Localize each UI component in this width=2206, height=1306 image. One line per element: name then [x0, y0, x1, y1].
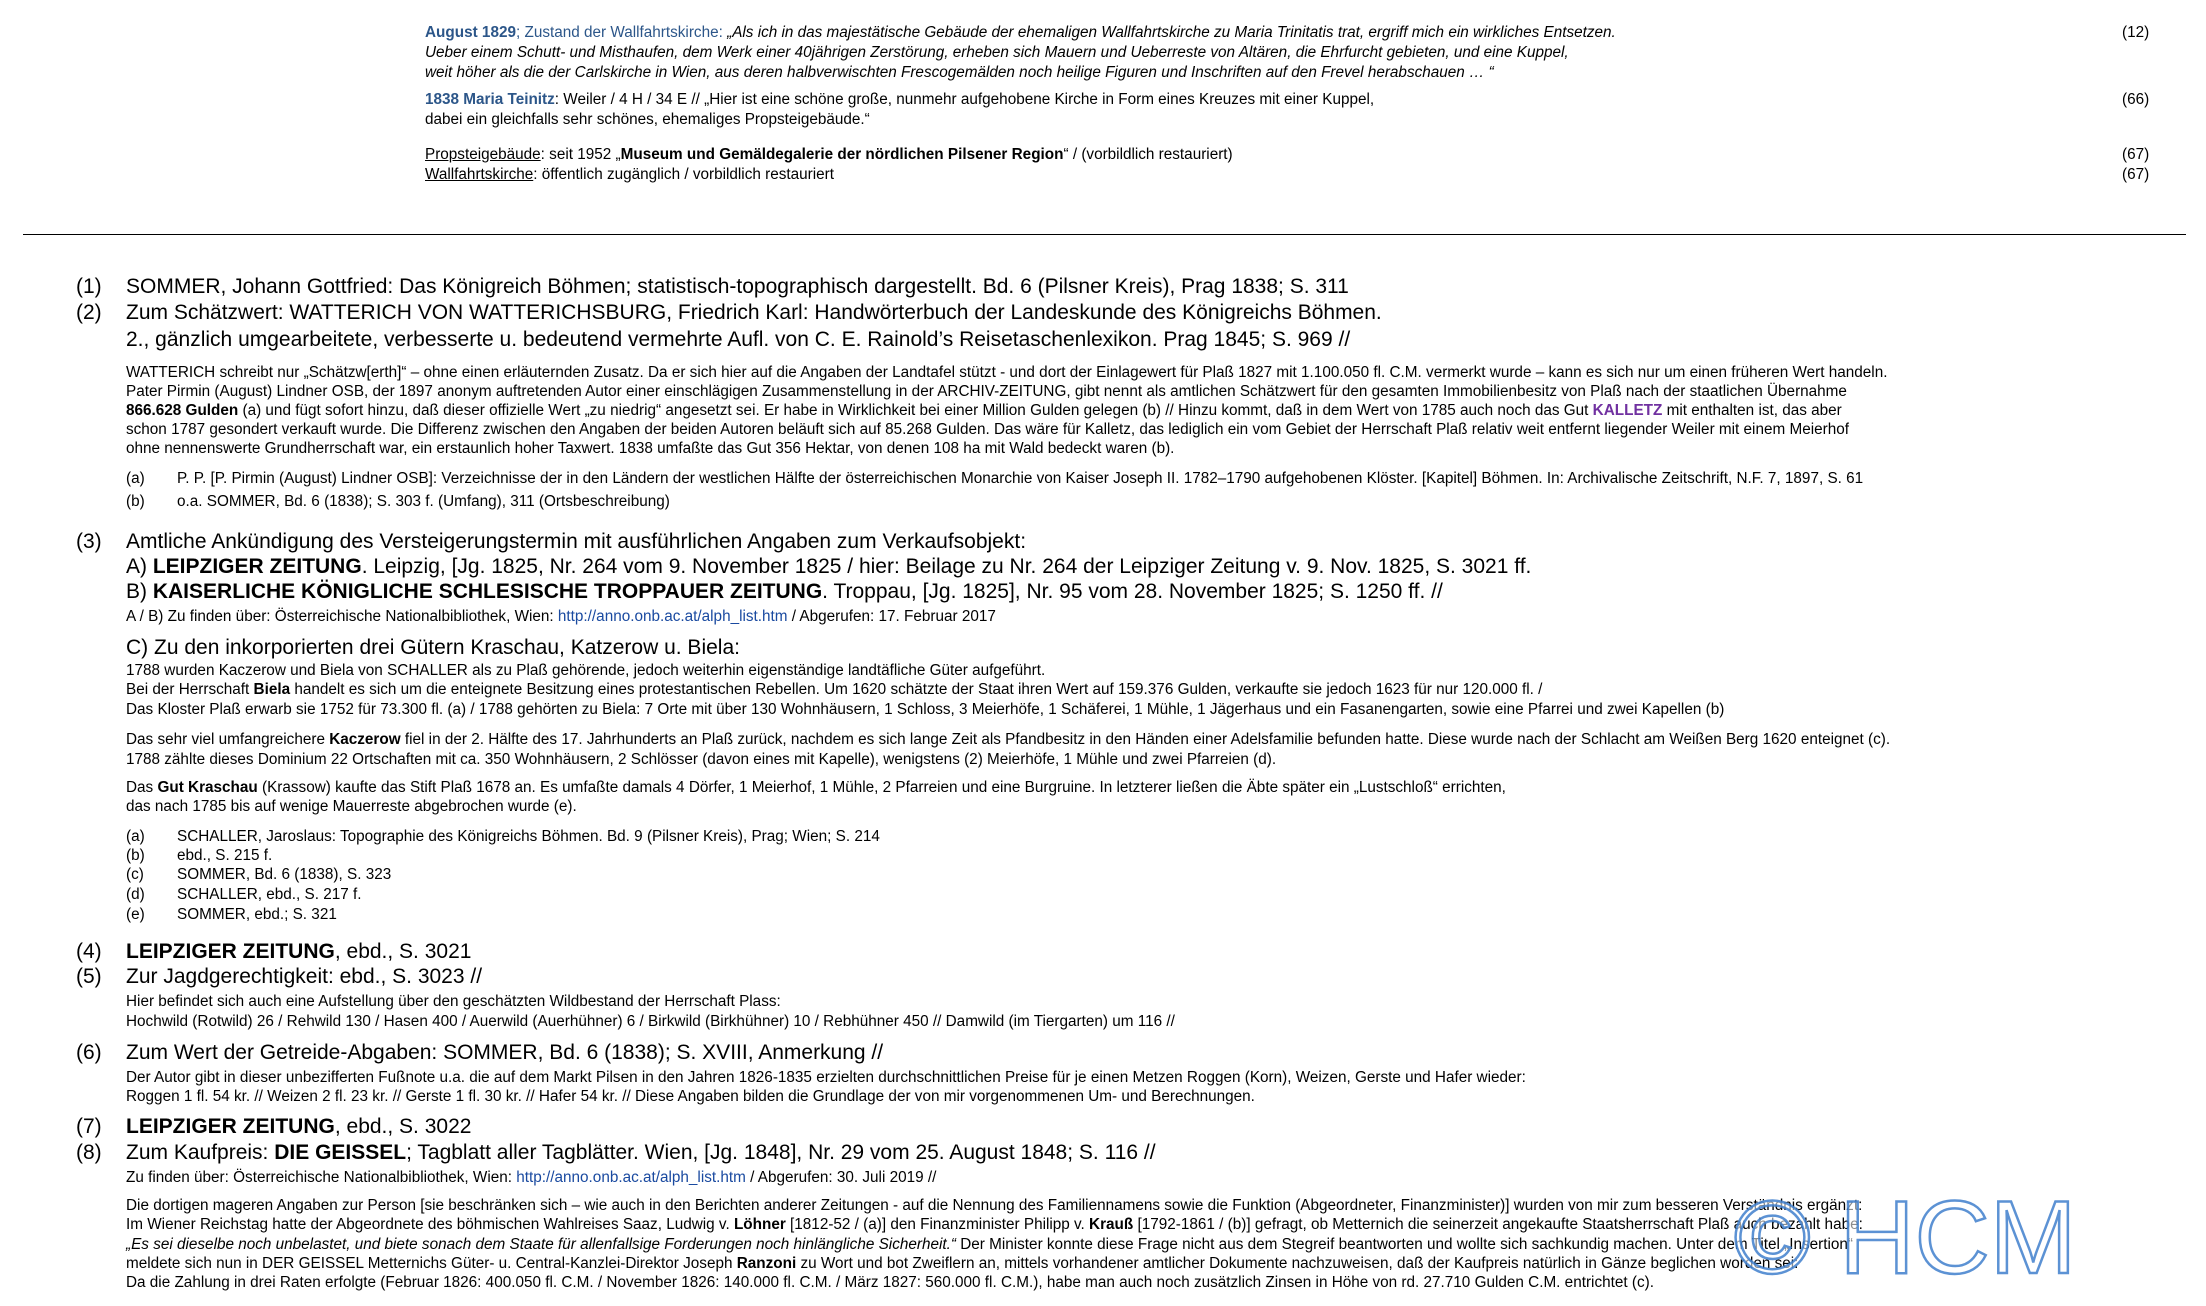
ref-key: (a) — [126, 828, 145, 845]
note-text: [1812-52 / (a)] den Finanzminister Philipp v. — [785, 1216, 1090, 1233]
source-text: . Troppau, [Jg. 1825], Nr. 95 vom 28. November 1825; S. 1250 ff. // — [822, 580, 1443, 603]
quote-text: „Es sei dieselbe noch unbelastet, und biete sonach dem Staate für allenfallsige Forderungen noch hinlängliche Sicherheit.“ — [126, 1236, 956, 1253]
source-text: ; Tagblatt aller Tagblätter. Wien, [Jg. 1848], Nr. 29 vom 25. August 1848; S. 116 // — [406, 1141, 1156, 1164]
status-kirche — [425, 165, 834, 185]
footnote-text: SOMMER, Johann Gottfried: Das Königreich Böhmen; statistisch-topographisch dargestellt. Bd. 6 (Pilsner Kreis), Prag 1838; S. 311 — [126, 275, 1349, 298]
note-line — [126, 778, 1506, 797]
ref-text: SOMMER, Bd. 6 (1838), S. 323 — [177, 866, 392, 883]
newspaper-title: LEIPZIGER ZEITUNG — [126, 940, 335, 963]
note-line — [126, 730, 1890, 749]
page-reference: (66) — [2122, 91, 2150, 108]
footnote-text: Amtliche Ankündigung des Versteigerungstermin mit ausführlichen Angaben zum Verkaufsobjekt: — [126, 530, 1027, 553]
footnote-text: Zur Jagdgerechtigkeit: ebd., S. 3023 // — [126, 965, 483, 988]
note-text: Das — [126, 779, 158, 796]
entry-1829-line-1 — [425, 23, 1616, 43]
note-text: mit enthalten ist, das aber — [1662, 402, 1842, 419]
note-line: schon 1787 gesondert verkauft wurde. Die Differenz zwischen den Angaben der beiden Autoren beläuft sich auf 85.268 Gulden. Das wäre für Kalletz, das lediglich ein vom Gebiet der Herrschaft Plaß relativ weit entfernt liegender Weiler mit einem Meierhof — [126, 421, 1849, 438]
footnote-number: (3) — [76, 530, 102, 553]
status-text: : seit 1952 „ — [540, 146, 621, 163]
newspaper-title: DIE GEISSEL — [274, 1141, 407, 1164]
entry-1829-line-2: Ueber einem Schutt- und Misthaufen, dem Werk einer 40jährigen Zerstörung, erheben sich Mauern und Ueberreste von Altären, die Ehrfurcht gebieten, und eine Kuppel, — [425, 44, 1569, 61]
ref-text: o.a. SOMMER, Bd. 6 (1838); S. 303 f. (Umfang), 311 (Ortsbeschreibung) — [177, 493, 670, 510]
note-text: fiel in der 2. Hälfte des 17. Jahrhunderts an Plaß zurück, nachdem es sich lange Zeit als Pfandbesitz in den Händen einer Adelsfamilie befunden hatte. Diese wurde nach der Schlacht am Weißen Berg 1620 enteignet (c). — [400, 731, 1891, 748]
source-availability — [126, 1168, 936, 1187]
note-text: Der Minister konnte diese Frage nicht aus dem Stegreif beantworten und wollte sich sachkundig machen. Unter dem Titel „Insertion“ — [955, 1236, 1853, 1253]
source-prefix: B) — [126, 580, 153, 603]
footnote-separator — [23, 234, 2186, 235]
note-line: Das Kloster Plaß erwarb sie 1752 für 73.300 fl. (a) / 1788 gehörten zu Biela: 7 Orte mit über 130 Wohnhäusern, 1 Schloss, 3 Meierhöfe, 1 Schäferei, 1 Mühle, 1 Jägerhaus und ein Fasanengarten, sowie eine Pfarrei und zwei Kapellen (b) — [126, 701, 1725, 718]
note-line — [126, 1254, 1798, 1273]
note-line: 1788 zählte dieses Dominium 22 Ortschaften mit ca. 350 Wohnhäusern, 2 Schlösser (davon eines mit Kapelle), wenigstens (2) Meierhöfe, 1 Mühle und zwei Pfarreien (d). — [126, 751, 1277, 768]
footnote-number: (2) — [76, 301, 102, 324]
footnote-number: (1) — [76, 275, 102, 298]
ref-text: SOMMER, ebd.; S. 321 — [177, 906, 337, 923]
footnote-number: (4) — [76, 940, 102, 963]
note-line: Der Autor gibt in dieser unbezifferten Fußnote u.a. die auf dem Markt Pilsen in den Jahren 1826-1835 erzielten durchschnittlichen Preise für je einen Metzen Roggen (Korn), Weizen, Gerste und Hafer wieder: — [126, 1069, 1526, 1086]
footnote-text: Zum Wert der Getreide-Abgaben: SOMMER, Bd. 6 (1838); S. XVIII, Anmerkung // — [126, 1041, 884, 1064]
page-reference: (12) — [2122, 24, 2150, 41]
place-name-highlight: Gut Kraschau — [157, 779, 258, 796]
section-c-heading: C) Zu den inkorporierten drei Gütern Kraschau, Katzerow u. Biela: — [126, 636, 740, 659]
status-label: Wallfahrtskirche — [425, 166, 534, 183]
footnote-number: (6) — [76, 1041, 102, 1064]
source-prefix: A) — [126, 555, 153, 578]
source-availability — [126, 607, 996, 626]
source-text: . Leipzig, [Jg. 1825, Nr. 264 vom 9. November 1825 / hier: Beilage zu Nr. 264 der Leipziger Zeitung v. 9. Nov. 1825, S. 3021 ff. — [361, 555, 1532, 578]
copyright-watermark — [1728, 1170, 2088, 1296]
note-line: Die dortigen mageren Angaben zur Person [sie beschränken sich – wie auch in den Berichten anderer Zeitungen - auf die Nennung des Familiennamens sowie die Funktion (Abgeordneter, Finanzminister)] wurden von mir zum besseren Verständnis ergänzt: — [126, 1197, 1863, 1214]
place-name-highlight: Biela — [253, 681, 291, 698]
note-text: / Abgerufen: 30. Juli 2019 // — [745, 1169, 937, 1186]
note-line: ohne nennenswerte Grundherrschaft war, ein erstaunlich hoher Taxwert. 1838 umfaßte das Gut 356 Hektar, von denen 108 ha mit Wald bedeckt waren (b). — [126, 440, 1175, 457]
ref-key: (e) — [126, 906, 145, 923]
source-text: , ebd., S. 3021 — [334, 940, 472, 963]
note-text: zu Wort und bot Zweiflern an, mittels vorhandener amtlicher Dokumente nachzuweisen, daß der Kaufpreis natürlich in Gänze beglichen worden sei: — [796, 1255, 1799, 1272]
status-label: Propsteigebäude — [425, 146, 541, 163]
note-text: Das sehr viel umfangreichere — [126, 731, 330, 748]
source-text: , ebd., S. 3022 — [334, 1115, 472, 1138]
footnote-text: 2., gänzlich umgearbeitete, verbesserte u. bedeutend vermehrte Aufl. von C. E. Rainold’s Reisetaschenlexikon. Prag 1845; S. 969 // — [126, 328, 1351, 351]
ref-key: (b) — [126, 847, 145, 864]
note-text: (Krassow) kaufte das Stift Plaß 1678 an. Es umfaßte damals 4 Dörfer, 1 Meierhof, 1 Mühle, 2 Pfarreien und eine Burgruine. In letzterer ließen die Äbte später ein „Lustschloß“ errichten, — [257, 779, 1506, 796]
entry-place: 1838 Maria Teinitz — [425, 91, 555, 108]
note-line: Roggen 1 fl. 54 kr. // Weizen 2 fl. 23 kr. // Gerste 1 fl. 30 kr. // Hafer 54 kr. // Diese Angaben bilden die Grundlage der von mir vorgenommenen Um- und Berechnungen. — [126, 1088, 1255, 1105]
note-line — [126, 1215, 1863, 1234]
ref-key: (b) — [126, 493, 145, 510]
source-a — [126, 554, 1531, 580]
source-b — [126, 579, 1443, 605]
note-line: 1788 wurden Kaczerow und Biela von SCHALLER als zu Plaß gehörende, jedoch weiterhin eigenständige landtäfliche Güter aufgeführt. — [126, 662, 1046, 679]
person-name: Krauß — [1089, 1216, 1134, 1233]
person-name: Ranzoni — [736, 1255, 797, 1272]
note-line: Pater Pirmin (August) Lindner OSB, der 1897 anonym auftretenden Autor einer einschlägigen Zusammenstellung in der ARCHIV-ZEITUNG, gibt nennt als amtlichen Schätzwert für den gesamten Immobilienbesitz von Plaß nach der staatlichen Übernahme — [126, 383, 1847, 400]
status-text: “ / (vorbildlich restauriert) — [1063, 146, 1233, 163]
entry-1838-line-1 — [425, 90, 1374, 110]
note-line — [126, 680, 1542, 699]
entry-date: August 1829 — [425, 24, 516, 41]
newspaper-title: KAISERLICHE KÖNIGLICHE SCHLESISCHE TROPPAUER ZEITUNG — [152, 580, 823, 603]
place-name-highlight: KALLETZ — [1592, 402, 1663, 419]
ref-key: (a) — [126, 470, 145, 487]
note-line — [126, 1235, 1853, 1254]
note-line: das nach 1785 bis auf wenige Mauerreste abgebrochen wurde (e). — [126, 798, 577, 815]
entry-1829-line-3: weit höher als die der Carlskirche in Wien, aus deren halbverwischten Frescogemälden noch heilige Figuren und Inschriften auf den Frevel herabschauen … “ — [425, 64, 1494, 81]
footnote-text — [126, 939, 471, 965]
page-reference: (67) — [2122, 146, 2150, 163]
ref-text: SCHALLER, Jaroslaus: Topographie des Königreichs Böhmen. Bd. 9 (Pilsner Kreis), Prag; Wien; S. 214 — [177, 828, 880, 845]
footnote-number: (7) — [76, 1115, 102, 1138]
status-text: : öffentlich zugänglich / vorbildlich restauriert — [533, 166, 834, 183]
footnote-number: (8) — [76, 1141, 102, 1164]
footnote-text — [126, 1140, 1156, 1166]
ref-text: P. P. [P. Pirmin (August) Lindner OSB]: Verzeichnisse der in den Ländern der westlichen Hälfte der österreichischen Monarchie von Kaiser Joseph II. 1782–1790 aufgehobenen Klöster. [Kapitel] Böhmen. In: Archivalische Zeitschrift, N.F. 7, 1897, S. 61 — [177, 470, 1864, 487]
ref-text: SCHALLER, ebd., S. 217 f. — [177, 886, 362, 903]
note-text: A / B) Zu finden über: Österreichische Nationalbibliothek, Wien: — [126, 608, 558, 625]
status-propstei — [425, 145, 1233, 165]
newspaper-title: LEIPZIGER ZEITUNG — [152, 555, 362, 578]
note-text: handelt es sich um die enteignete Besitzung eines protestantischen Rebellen. Um 1620 schätzte der Staat ihren Wert auf 159.376 Gulden, verkaufte sie jedoch 1623 für nur 120.000 fl. / — [290, 681, 1543, 698]
quote-text: „Als ich in das majestätische Gebäude der ehemaligen Wallfahrtskirche zu Maria Trinitatis trat, ergriff mich ein wirkliches Entsetzen. — [727, 24, 1616, 41]
source-text: Zum Kaufpreis: — [126, 1141, 275, 1164]
note-text: (a) und fügt sofort hinzu, daß dieser offizielle Wert „zu niedrig“ angesetzt sei. Er habe in Wirklichkeit bei einer Million Gulden gelegen (b) // Hinzu kommt, daß in dem Wert von 1785 auch noch das Gut — [238, 402, 1593, 419]
note-text: [1792-1861 / (b)] gefragt, ob Metternich die seinerzeit angekaufte Staatsherrschaft Plaß auch bezahlt habe: — [1133, 1216, 1863, 1233]
footnote-text — [126, 1114, 471, 1140]
note-text: Im Wiener Reichstag hatte der Abgeordnete des böhmischen Wahlreises Saaz, Ludwig v. — [126, 1216, 734, 1233]
note-line: Hier befindet sich auch eine Aufstellung über den geschätzten Wildbestand der Herrschaft Plass: — [126, 993, 781, 1010]
entry-1838-line-2: dabei ein gleichfalls sehr schönes, ehemaliges Propsteigebäude.“ — [425, 111, 870, 128]
museum-name: Museum und Gemäldegalerie der nördlichen Pilsener Region — [620, 146, 1064, 163]
value-highlight: 866.628 Gulden — [126, 402, 239, 419]
note-text: meldete sich nun in DER GEISSEL Metternichs Güter- u. Central-Kanzlei-Direktor Joseph — [126, 1255, 737, 1272]
newspaper-title: LEIPZIGER ZEITUNG — [126, 1115, 335, 1138]
watermark-text: © HCM — [1734, 1180, 2077, 1296]
footnote-number: (5) — [76, 965, 102, 988]
archive-link[interactable]: http://anno.onb.ac.at/alph_list.htm — [516, 1169, 746, 1186]
ref-key: (c) — [126, 866, 144, 883]
note-line — [126, 401, 1842, 420]
note-line: Da die Zahlung in drei Raten erfolgte (Februar 1826: 400.050 fl. C.M. / November 1826: 140.000 fl. C.M. / März 1827: 560.000 fl. C.M.), habe man auch noch zusätzlich Zinsen in Höhe von rd. 27.710 Gulden C.M. entrichtet (c). — [126, 1274, 1654, 1291]
entry-label: ; Zustand der Wallfahrtskirche: — [515, 24, 728, 41]
note-text: Bei der Herrschaft — [126, 681, 254, 698]
note-text: / Abgerufen: 17. Februar 2017 — [787, 608, 996, 625]
ref-key: (d) — [126, 886, 145, 903]
page-reference: (67) — [2122, 166, 2150, 183]
note-line: Hochwild (Rotwild) 26 / Rehwild 130 / Hasen 400 / Auerwild (Auerhühner) 6 / Birkwild (Birkhühner) 10 / Rebhühner 450 // Damwild (im Tiergarten) um 116 // — [126, 1013, 1175, 1030]
person-name: Löhner — [733, 1216, 786, 1233]
note-line: WATTERICH schreibt nur „Schätzw[erth]“ – ohne einen erläuternden Zusatz. Da er sich hier auf die Angaben der Landtafel stützt - und dort der Einlagewert für Plaß 1827 mit 1.100.050 fl. C.M. vermerkt wurde – kann es sich nur um einen früheren Wert handeln. — [126, 364, 1888, 381]
place-name-highlight: Kaczerow — [329, 731, 401, 748]
ref-text: ebd., S. 215 f. — [177, 847, 273, 864]
note-text: Zu finden über: Österreichische Nationalbibliothek, Wien: — [126, 1169, 517, 1186]
entry-text: : Weiler / 4 H / 34 E // „Hier ist eine schöne große, nunmehr aufgehobene Kirche in Form eines Kreuzes mit einer Kuppel, — [554, 91, 1375, 108]
footnote-text: Zum Schätzwert: WATTERICH VON WATTERICHSBURG, Friedrich Karl: Handwörterbuch der Landeskunde des Königreichs Böhmen. — [126, 301, 1382, 324]
archive-link[interactable]: http://anno.onb.ac.at/alph_list.htm — [557, 608, 788, 625]
